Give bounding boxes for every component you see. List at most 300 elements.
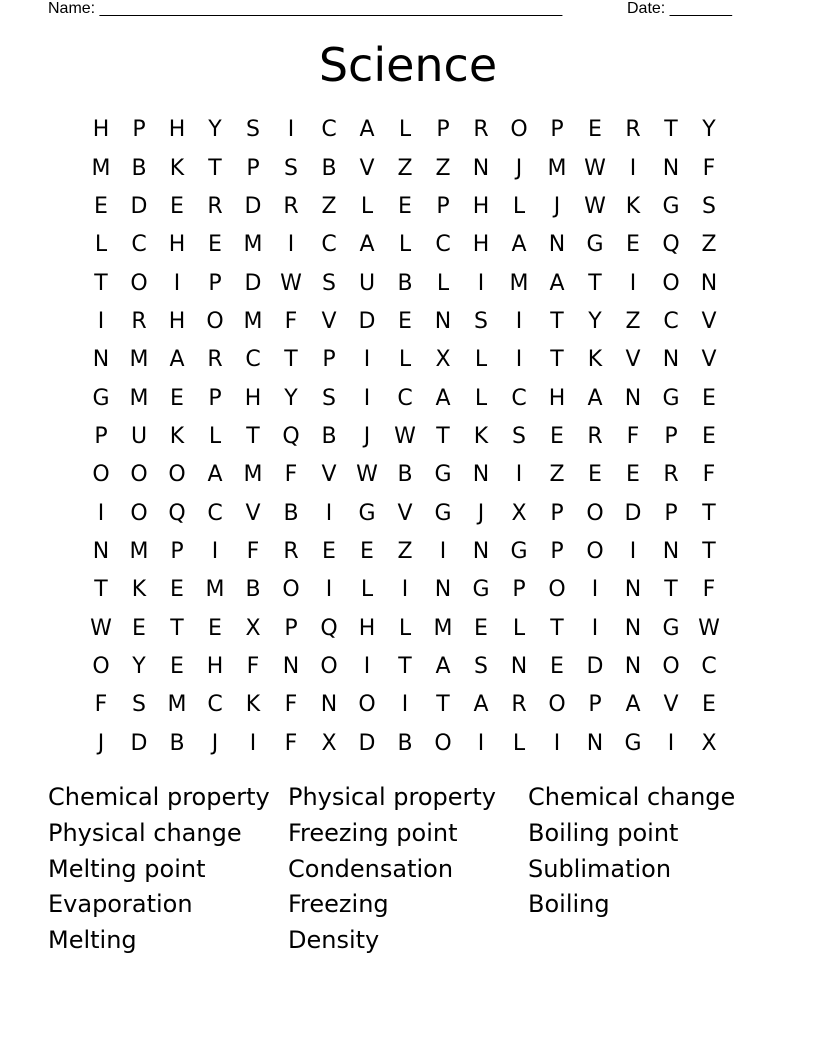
grid-letter: R: [625, 117, 641, 143]
grid-letter: N: [662, 347, 680, 373]
grid-letter: E: [360, 538, 374, 564]
grid-letter: H: [548, 385, 566, 411]
word-list-item: Density: [288, 926, 380, 955]
grid-letter: J: [97, 730, 105, 756]
grid-letter: N: [548, 232, 566, 258]
grid-letter: I: [325, 577, 333, 603]
grid-letter: R: [283, 193, 299, 219]
word-list-item: Boiling: [528, 890, 610, 919]
grid-letter: P: [436, 193, 450, 219]
grid-letter: D: [130, 730, 148, 756]
grid-letter: L: [398, 347, 412, 373]
grid-letter: O: [548, 577, 566, 603]
grid-letter: I: [515, 347, 523, 373]
grid-letter: P: [246, 155, 260, 181]
grid-letter: G: [662, 193, 680, 219]
grid-letter: E: [702, 692, 716, 718]
grid-letter: E: [170, 193, 184, 219]
grid-letter: D: [244, 270, 262, 296]
grid-letter: T: [246, 423, 260, 449]
grid-letter: I: [515, 308, 523, 334]
grid-letter: V: [663, 692, 679, 718]
grid-letter: Z: [435, 155, 451, 181]
grid-letter: F: [284, 692, 298, 718]
grid-letter: W: [698, 615, 720, 641]
grid-letter: K: [169, 155, 185, 181]
grid-letter: S: [702, 193, 716, 219]
grid-letter: O: [130, 270, 148, 296]
grid-letter: M: [509, 270, 529, 296]
grid-letter: R: [473, 117, 489, 143]
grid-letter: P: [550, 500, 564, 526]
grid-letter: V: [245, 500, 261, 526]
grid-letter: N: [282, 653, 300, 679]
grid-letter: V: [397, 500, 413, 526]
grid-letter: F: [284, 308, 298, 334]
grid-letter: F: [702, 155, 716, 181]
grid-letter: F: [284, 730, 298, 756]
grid-letter: L: [474, 347, 488, 373]
grid-letter: R: [131, 308, 147, 334]
grid-letter: M: [129, 538, 149, 564]
grid-letter: G: [662, 385, 680, 411]
grid-letter: Y: [588, 308, 602, 334]
grid-letter: B: [245, 577, 261, 603]
grid-letter: L: [474, 385, 488, 411]
grid-letter: L: [512, 615, 526, 641]
word-list-item: Physical change: [48, 818, 242, 847]
grid-letter: E: [170, 385, 184, 411]
grid-letter: G: [624, 730, 642, 756]
grid-letter: E: [398, 193, 412, 219]
word-list-item: Melting: [48, 926, 137, 955]
grid-letter: T: [436, 692, 450, 718]
grid-letter: A: [587, 385, 603, 411]
word-list-item: Physical property: [288, 783, 496, 811]
grid-letter: S: [322, 270, 336, 296]
grid-letter: S: [246, 117, 260, 143]
grid-letter: A: [473, 692, 489, 718]
grid-letter: O: [434, 730, 452, 756]
word-list-item: Chemical property: [48, 783, 270, 811]
grid-letter: P: [664, 500, 678, 526]
grid-letter: T: [170, 615, 184, 641]
grid-letter: E: [588, 462, 602, 488]
grid-letter: P: [550, 538, 564, 564]
grid-letter: L: [512, 193, 526, 219]
grid-letter: C: [321, 117, 337, 143]
grid-letter: I: [591, 615, 599, 641]
grid-letter: R: [207, 193, 223, 219]
grid-letter: O: [510, 117, 528, 143]
grid-letter: I: [97, 308, 105, 334]
date-line: Date: _______: [627, 0, 732, 17]
grid-letter: P: [284, 615, 298, 641]
grid-letter: A: [169, 347, 185, 373]
grid-letter: N: [434, 308, 452, 334]
grid-letter: H: [168, 308, 186, 334]
grid-letter: E: [550, 423, 564, 449]
grid-letter: E: [474, 615, 488, 641]
grid-letter: U: [358, 270, 376, 296]
grid-letter: O: [586, 538, 604, 564]
grid-letter: B: [397, 270, 413, 296]
grid-letter: R: [207, 347, 223, 373]
grid-letter: P: [436, 117, 450, 143]
grid-letter: P: [170, 538, 184, 564]
grid-letter: E: [702, 385, 716, 411]
grid-letter: L: [94, 232, 108, 258]
grid-letter: X: [511, 500, 527, 526]
grid-letter: F: [702, 462, 716, 488]
grid-letter: O: [548, 692, 566, 718]
grid-letter: T: [588, 270, 602, 296]
grid-letter: Z: [321, 193, 337, 219]
grid-letter: I: [287, 232, 295, 258]
grid-letter: A: [625, 692, 641, 718]
grid-letter: W: [356, 462, 378, 488]
grid-letter: G: [434, 462, 452, 488]
grid-letter: D: [358, 730, 376, 756]
grid-letter: E: [170, 653, 184, 679]
grid-letter: B: [321, 423, 337, 449]
grid-letter: H: [472, 193, 490, 219]
page-title: Science: [318, 38, 498, 92]
grid-letter: H: [92, 117, 110, 143]
grid-letter: S: [474, 653, 488, 679]
grid-letter: B: [397, 462, 413, 488]
grid-letter: J: [515, 155, 523, 181]
grid-letter: G: [358, 500, 376, 526]
grid-letter: I: [401, 577, 409, 603]
grid-letter: P: [550, 117, 564, 143]
grid-letter: N: [472, 155, 490, 181]
grid-letter: Q: [282, 423, 300, 449]
grid-letter: N: [92, 347, 110, 373]
grid-letter: X: [435, 347, 451, 373]
grid-letter: X: [245, 615, 261, 641]
grid-letter: S: [512, 423, 526, 449]
grid-letter: T: [702, 538, 716, 564]
grid-letter: G: [662, 615, 680, 641]
grid-letter: R: [587, 423, 603, 449]
grid-letter: E: [626, 462, 640, 488]
grid-letter: Z: [397, 155, 413, 181]
grid-letter: I: [287, 117, 295, 143]
grid-letter: T: [550, 308, 564, 334]
grid-letter: F: [284, 462, 298, 488]
grid-letter: L: [360, 193, 374, 219]
grid-letter: C: [245, 347, 261, 373]
grid-letter: I: [173, 270, 181, 296]
grid-letter: N: [624, 385, 642, 411]
grid-letter: N: [586, 730, 604, 756]
grid-letter: E: [398, 308, 412, 334]
grid-letter: O: [92, 462, 110, 488]
grid-letter: I: [401, 692, 409, 718]
grid-letter: C: [397, 385, 413, 411]
grid-letter: D: [358, 308, 376, 334]
grid-letter: P: [208, 385, 222, 411]
grid-letter: T: [94, 270, 108, 296]
grid-letter: O: [130, 462, 148, 488]
grid-letter: O: [320, 653, 338, 679]
grid-letter: P: [588, 692, 602, 718]
grid-letter: K: [473, 423, 489, 449]
name-line: Name: ____________________________________________________: [48, 0, 563, 17]
grid-letter: H: [472, 232, 490, 258]
grid-letter: H: [358, 615, 376, 641]
grid-letter: G: [92, 385, 110, 411]
grid-letter: K: [131, 577, 147, 603]
grid-letter: T: [208, 155, 222, 181]
grid-letter: G: [510, 538, 528, 564]
grid-letter: C: [207, 692, 223, 718]
grid-letter: Q: [168, 500, 186, 526]
grid-letter: K: [625, 193, 641, 219]
grid-letter: C: [435, 232, 451, 258]
grid-letter: A: [549, 270, 565, 296]
grid-letter: I: [477, 730, 485, 756]
grid-letter: T: [94, 577, 108, 603]
grid-letter: K: [169, 423, 185, 449]
grid-letter: V: [701, 308, 717, 334]
grid-letter: I: [249, 730, 257, 756]
grid-letter: M: [167, 692, 187, 718]
grid-letter: A: [435, 653, 451, 679]
grid-letter: N: [624, 615, 642, 641]
grid-letter: B: [397, 730, 413, 756]
grid-letter: G: [472, 577, 490, 603]
grid-letter: M: [205, 577, 225, 603]
grid-letter: E: [94, 193, 108, 219]
grid-letter: I: [363, 347, 371, 373]
grid-letter: D: [624, 500, 642, 526]
grid-letter: M: [433, 615, 453, 641]
grid-letter: O: [586, 500, 604, 526]
grid-letter: P: [664, 423, 678, 449]
grid-letter: E: [550, 653, 564, 679]
grid-letter: H: [168, 232, 186, 258]
grid-letter: O: [206, 308, 224, 334]
grid-letter: M: [243, 462, 263, 488]
grid-letter: F: [626, 423, 640, 449]
grid-letter: B: [131, 155, 147, 181]
grid-letter: Z: [625, 308, 641, 334]
grid-letter: Y: [284, 385, 298, 411]
grid-letter: T: [702, 500, 716, 526]
grid-letter: R: [663, 462, 679, 488]
grid-letter: E: [132, 615, 146, 641]
grid-letter: L: [398, 117, 412, 143]
grid-letter: V: [701, 347, 717, 373]
grid-letter: Z: [397, 538, 413, 564]
grid-letter: W: [90, 615, 112, 641]
grid-letter: S: [132, 692, 146, 718]
grid-letter: Q: [662, 232, 680, 258]
grid-letter: F: [702, 577, 716, 603]
grid-letter: I: [97, 500, 105, 526]
word-list: [48, 779, 768, 958]
grid-letter: R: [511, 692, 527, 718]
grid-letter: I: [515, 462, 523, 488]
grid-letter: M: [243, 232, 263, 258]
grid-letter: Y: [208, 117, 222, 143]
grid-letter: J: [363, 423, 371, 449]
grid-letter: R: [283, 538, 299, 564]
grid-letter: H: [206, 653, 224, 679]
grid-letter: Z: [701, 232, 717, 258]
grid-letter: O: [168, 462, 186, 488]
grid-letter: J: [553, 193, 561, 219]
grid-letter: K: [587, 347, 603, 373]
grid-letter: A: [435, 385, 451, 411]
grid-letter: D: [586, 653, 604, 679]
grid-letter: S: [284, 155, 298, 181]
grid-letter: E: [170, 577, 184, 603]
grid-letter: I: [629, 155, 637, 181]
grid-letter: A: [207, 462, 223, 488]
grid-letter: V: [321, 462, 337, 488]
grid-letter: A: [359, 232, 375, 258]
grid-letter: N: [700, 270, 718, 296]
word-list-item: Freezing point: [288, 818, 458, 847]
grid-letter: P: [132, 117, 146, 143]
word-list-item: Condensation: [288, 854, 454, 883]
grid-letter: N: [510, 653, 528, 679]
grid-letter: W: [280, 270, 302, 296]
grid-letter: E: [626, 232, 640, 258]
grid-letter: I: [667, 730, 675, 756]
grid-letter: T: [664, 577, 678, 603]
grid-letter: I: [591, 577, 599, 603]
grid-letter: J: [211, 730, 219, 756]
grid-letter: N: [662, 155, 680, 181]
grid-letter: M: [243, 308, 263, 334]
grid-letter: E: [322, 538, 336, 564]
word-list-item: Chemical change: [528, 783, 736, 811]
grid-letter: Z: [549, 462, 565, 488]
grid-letter: M: [547, 155, 567, 181]
grid-letter: O: [662, 270, 680, 296]
grid-letter: Y: [702, 117, 716, 143]
word-list-item: Sublimation: [528, 854, 672, 883]
grid-letter: W: [394, 423, 416, 449]
grid-letter: I: [211, 538, 219, 564]
grid-letter: N: [624, 653, 642, 679]
letter-grid: [82, 111, 728, 763]
grid-letter: I: [553, 730, 561, 756]
grid-letter: N: [472, 538, 490, 564]
grid-letter: P: [512, 577, 526, 603]
grid-letter: N: [434, 577, 452, 603]
grid-letter: N: [662, 538, 680, 564]
grid-letter: G: [586, 232, 604, 258]
grid-letter: N: [92, 538, 110, 564]
grid-letter: P: [208, 270, 222, 296]
grid-letter: I: [325, 500, 333, 526]
grid-letter: C: [663, 308, 679, 334]
grid-letter: L: [398, 232, 412, 258]
word-list-item: Melting point: [48, 854, 206, 883]
grid-letter: I: [363, 385, 371, 411]
grid-letter: A: [359, 117, 375, 143]
grid-letter: C: [321, 232, 337, 258]
grid-letter: E: [702, 423, 716, 449]
grid-letter: B: [321, 155, 337, 181]
grid-letter: V: [321, 308, 337, 334]
grid-letter: I: [629, 270, 637, 296]
grid-letter: M: [129, 385, 149, 411]
grid-letter: T: [284, 347, 298, 373]
grid-letter: X: [701, 730, 717, 756]
grid-letter: W: [584, 193, 606, 219]
grid-letter: E: [208, 232, 222, 258]
grid-letter: N: [472, 462, 490, 488]
grid-letter: L: [360, 577, 374, 603]
grid-letter: T: [664, 117, 678, 143]
grid-letter: V: [625, 347, 641, 373]
grid-letter: S: [474, 308, 488, 334]
grid-letter: M: [129, 347, 149, 373]
grid-letter: S: [322, 385, 336, 411]
grid-letter: D: [130, 193, 148, 219]
grid-letter: Y: [132, 653, 146, 679]
grid-letter: F: [246, 653, 260, 679]
grid-letter: H: [168, 117, 186, 143]
grid-letter: I: [363, 653, 371, 679]
grid-letter: A: [511, 232, 527, 258]
grid-letter: J: [477, 500, 485, 526]
grid-letter: G: [434, 500, 452, 526]
grid-letter: N: [320, 692, 338, 718]
grid-letter: T: [550, 615, 564, 641]
grid-letter: C: [131, 232, 147, 258]
grid-letter: L: [512, 730, 526, 756]
grid-letter: I: [629, 538, 637, 564]
grid-letter: X: [321, 730, 337, 756]
grid-letter: M: [91, 155, 111, 181]
grid-letter: O: [662, 653, 680, 679]
grid-letter: U: [130, 423, 148, 449]
grid-letter: I: [439, 538, 447, 564]
grid-letter: H: [244, 385, 262, 411]
grid-letter: T: [436, 423, 450, 449]
grid-letter: T: [398, 653, 412, 679]
word-list-item: Evaporation: [48, 890, 193, 919]
grid-letter: I: [477, 270, 485, 296]
grid-letter: C: [511, 385, 527, 411]
grid-letter: Q: [320, 615, 338, 641]
grid-letter: F: [94, 692, 108, 718]
grid-letter: E: [588, 117, 602, 143]
grid-letter: L: [398, 615, 412, 641]
grid-letter: O: [282, 577, 300, 603]
grid-letter: C: [701, 653, 717, 679]
grid-letter: E: [208, 615, 222, 641]
grid-letter: F: [246, 538, 260, 564]
grid-letter: O: [358, 692, 376, 718]
grid-letter: O: [92, 653, 110, 679]
grid-letter: T: [550, 347, 564, 373]
grid-letter: L: [208, 423, 222, 449]
grid-letter: K: [245, 692, 261, 718]
grid-letter: V: [359, 155, 375, 181]
grid-letter: P: [94, 423, 108, 449]
grid-letter: C: [207, 500, 223, 526]
grid-letter: O: [130, 500, 148, 526]
grid-letter: B: [283, 500, 299, 526]
